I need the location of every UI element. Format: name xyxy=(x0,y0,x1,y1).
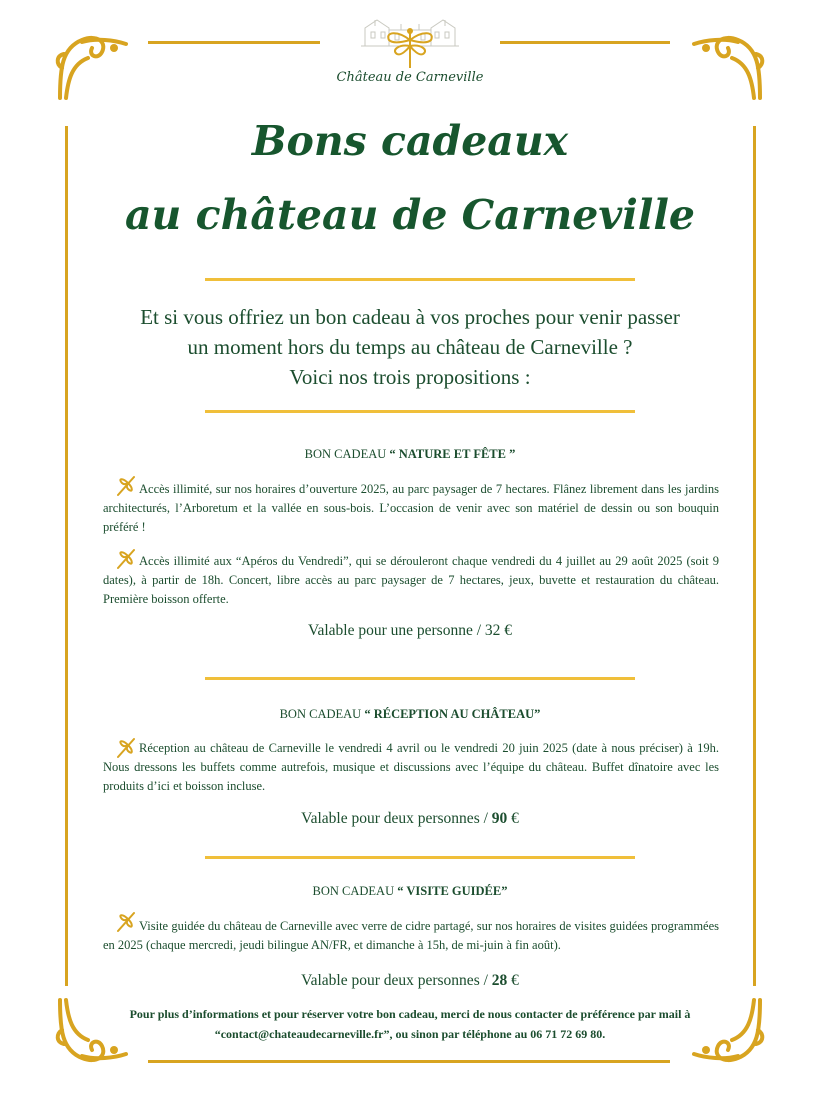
paragraph: Accès illimité, sur nos horaires d’ouverture 2025, au parc paysager de 7 hectares. Flânez librement dans les jardins architecturés, l’Arboretum et la vallée en sous-bois. L’occasion de venir avec son matériel de dessin ou son bouquin préféré ! xyxy=(103,482,719,534)
footer-line-1: Pour plus d’informations et pour réserver votre bon cadeau, merci de nous contacter de préférence par mail à xyxy=(129,1007,691,1021)
paragraph: Réception au château de Carneville le vendredi 4 avril ou le vendredi 20 juin 2025 (date à nous préciser) à 19h. Nous dressons les buffets comme autrefois, musique et discussions avec l’équipe du château. Buffet dînatoire avec les produits d’ici et boisson incluse. xyxy=(103,741,719,793)
intro-line-3: Voici nos trois propositions : xyxy=(289,365,531,389)
price-text: Valable pour deux personnes / xyxy=(301,972,492,989)
price xyxy=(0,622,820,640)
frame-top-right xyxy=(500,41,670,44)
divider xyxy=(205,410,635,413)
price-currency: € xyxy=(507,972,519,989)
section-prefix: BON CADEAU xyxy=(312,884,395,898)
paragraph: Visite guidée du château de Carneville avec verre de cidre partagé, sur nos horaires de visites guidées programmées en 2025 (chaque mercredi, jeudi bilingue AN/FR, et dimanche à 15h, de mi-juin à fin août). xyxy=(103,919,719,952)
section-prefix: BON CADEAU xyxy=(304,447,387,461)
section-title-nature xyxy=(0,447,820,462)
intro-line-1: Et si vous offriez un bon cadeau à vos proches pour venir passer xyxy=(140,305,680,329)
title-line-1: Bons cadeaux xyxy=(251,117,569,165)
title-line-2: au château de Carneville xyxy=(124,191,696,239)
intro-text xyxy=(60,302,760,392)
price xyxy=(0,972,820,990)
section-title-visite xyxy=(0,884,820,899)
ornament-top-right-icon xyxy=(688,28,768,108)
divider xyxy=(205,677,635,680)
price xyxy=(0,810,820,828)
price-value: 28 xyxy=(491,972,508,989)
price-text: Valable pour deux personnes / xyxy=(301,810,492,827)
price-text: Valable pour une personne / 32 € xyxy=(307,622,513,639)
intro-line-2: un moment hors du temps au château de Carneville ? xyxy=(187,335,633,359)
footer-contact xyxy=(100,1004,720,1044)
ornament-top-left-icon xyxy=(52,28,132,108)
section-title-reception xyxy=(0,707,820,722)
footer-line-2: “contact@chateaudecarneville.fr”, ou sinon par téléphone au 06 71 72 69 80. xyxy=(214,1027,606,1041)
section-name: “ NATURE ET FÊTE ” xyxy=(389,447,516,461)
logo-text: Château de Carneville xyxy=(336,70,484,85)
price-value: 90 xyxy=(491,810,508,827)
dragonfly-castle-icon xyxy=(355,14,465,70)
section-prefix: BON CADEAU xyxy=(279,707,362,721)
divider xyxy=(205,278,635,281)
frame-right xyxy=(753,126,756,986)
paragraph: Accès illimité aux “Apéros du Vendredi”, qui se dérouleront chaque vendredi du 4 juillet au 29 août 2025 (soit 9 dates), à partir de 18h. Concert, libre accès au parc paysager de 7 hectares, jeux, buvette et restauration du château. Première boisson offerte. xyxy=(103,554,719,606)
section-name: “ VISITE GUIDÉE” xyxy=(397,884,508,898)
logo xyxy=(330,14,490,94)
section-name: “ RÉCEPTION AU CHÂTEAU” xyxy=(364,707,541,721)
price-currency: € xyxy=(507,810,519,827)
frame-bottom xyxy=(148,1060,670,1063)
divider xyxy=(205,856,635,859)
frame-left xyxy=(65,126,68,986)
frame-top-left xyxy=(148,41,320,44)
